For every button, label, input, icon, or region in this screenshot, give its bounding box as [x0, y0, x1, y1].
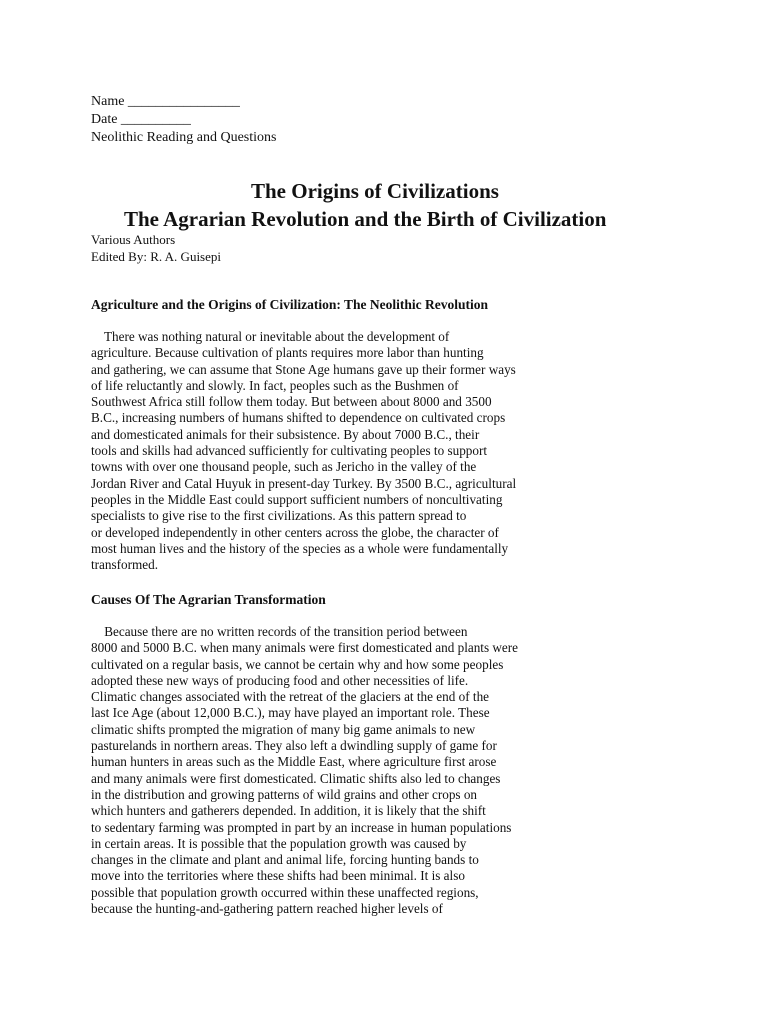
paragraph-line: towns with over one thousand people, such as Jericho in the valley of the — [91, 459, 477, 475]
editor-line: Edited By: R. A. Guisepi — [91, 249, 221, 264]
paragraph-line: because the hunting-and-gathering pattern reached higher levels of — [91, 901, 443, 917]
byline — [91, 231, 221, 265]
paragraph-line: Southwest Africa still follow them today. But between about 8000 and 3500 — [91, 394, 492, 410]
paragraph-line: There was nothing natural or inevitable about the development of — [91, 329, 450, 344]
paragraph-line: pasturelands in northern areas. They also left a dwindling supply of game for — [91, 738, 497, 754]
paragraph-line: peoples in the Middle East could support sufficient numbers of noncultivating — [91, 491, 503, 507]
paragraph-line: B.C., increasing numbers of humans shifted to dependence on cultivated crops — [91, 410, 506, 426]
document-title — [0, 177, 770, 233]
paragraph-line: possible that population growth occurred within these unaffected regions, — [91, 884, 479, 900]
paragraph-line: or developed independently in other centers across the globe, the character of — [91, 524, 499, 540]
name-line: Name ________________ — [91, 94, 240, 109]
date-line: Date __________ — [91, 112, 191, 127]
paragraph-line: tools and skills had advanced sufficiently for cultivating peoples to support — [91, 443, 488, 459]
section-heading-agrarian-causes: Causes Of The Agrarian Transformation — [91, 592, 326, 607]
paragraph-line: cultivated on a regular basis, we cannot be certain why and how some peoples — [91, 656, 504, 672]
assignment-title: Neolithic Reading and Questions — [91, 130, 277, 145]
paragraph-agrarian-causes — [91, 624, 518, 917]
paragraph-line: and gathering, we can assume that Stone Age humans gave up their former ways — [91, 361, 516, 377]
title-line-2: The Agrarian Revolution and the Birth of Civilization — [124, 207, 607, 231]
paragraph-line: human hunters in areas such as the Middle East, where agriculture first arose — [91, 754, 497, 770]
paragraph-line: 8000 and 5000 B.C. when many animals were first domesticated and plants were — [91, 640, 519, 656]
paragraph-line: transformed. — [91, 557, 159, 573]
paragraph-line: in certain areas. It is possible that the population growth was caused by — [91, 835, 467, 851]
paragraph-line: last Ice Age (about 12,000 B.C.), may have played an important role. These — [91, 705, 490, 721]
section-heading-neolithic-revolution: Agriculture and the Origins of Civilization: The Neolithic Revolution — [91, 297, 488, 312]
paragraph-line: to sedentary farming was prompted in part by an increase in human populations — [91, 819, 512, 835]
paragraph-line: which hunters and gatherers depended. In addition, it is likely that the shift — [91, 803, 486, 819]
paragraph-line: Climatic changes associated with the retreat of the glaciers at the end of the — [91, 689, 490, 705]
paragraph-line: agriculture. Because cultivation of plants requires more labor than hunting — [91, 345, 484, 361]
paragraph-line: most human lives and the history of the species as a whole were fundamentally — [91, 540, 509, 556]
paragraph-line: climatic shifts prompted the migration of many big game animals to new — [91, 721, 476, 737]
paragraph-line: in the distribution and growing patterns of wild grains and other crops on — [91, 786, 478, 802]
authors-line: Various Authors — [91, 232, 176, 247]
paragraph-line: of life reluctantly and slowly. In fact, peoples such as the Bushmen of — [91, 377, 459, 393]
paragraph-line: adopted these new ways of producing food and other necessities of life. — [91, 672, 469, 688]
paragraph-line: and many animals were first domesticated. Climatic shifts also led to changes — [91, 770, 501, 786]
paragraph-line: move into the territories where these shifts had been minimal. It is also — [91, 868, 465, 884]
paragraph-line: Because there are no written records of the transition period between — [91, 624, 468, 639]
paragraph-neolithic-revolution — [91, 329, 516, 573]
paragraph-line: specialists to give rise to the first civilizations. As this pattern spread to — [91, 508, 467, 524]
paragraph-line: and domesticated animals for their subsistence. By about 7000 B.C., their — [91, 426, 480, 442]
paragraph-line: changes in the climate and plant and animal life, forcing hunting bands to — [91, 852, 479, 868]
title-line-1: The Origins of Civilizations — [251, 179, 499, 203]
worksheet-header — [91, 93, 276, 147]
paragraph-line: Jordan River and Catal Huyuk in present-day Turkey. By 3500 B.C., agricultural — [91, 475, 517, 491]
